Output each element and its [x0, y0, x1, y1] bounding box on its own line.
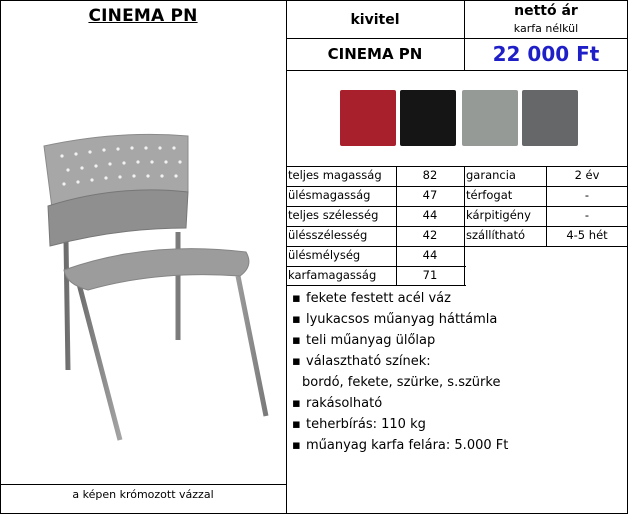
dim-label: teljes szélesség [288, 208, 379, 222]
bullet-icon: ▪ [292, 417, 301, 432]
dim-value: 71 [422, 268, 438, 282]
color-swatch-sotetszurke [522, 90, 578, 146]
feature-item: ▪ teherbírás: 110 kg [292, 414, 622, 435]
spec-label: szállítható [466, 228, 526, 242]
spec-value: 2 év [574, 168, 600, 182]
bullet-icon: ▪ [292, 438, 301, 453]
dimensions-table [286, 166, 466, 286]
feature-item: ▪ lyukacsos műanyag háttámla [292, 309, 622, 330]
model-name: CINEMA PN [327, 45, 423, 63]
dim-value: 44 [422, 208, 438, 222]
spec-label: térfogat [466, 188, 513, 202]
dim-label: ülésmélység [288, 248, 361, 262]
feature-item-colors: bordó, fekete, szürke, s.szürke [302, 375, 501, 390]
image-caption: a képen krómozott vázzal [72, 488, 214, 501]
dim-value: 82 [422, 168, 438, 182]
product-title: CINEMA PN [88, 6, 198, 26]
chair-image [28, 120, 278, 460]
feature-item: ▪ fekete festett acél váz [292, 288, 622, 309]
spec-value: - [584, 208, 590, 222]
color-swatch-fekete [400, 90, 456, 146]
feature-item: ▪ műanyag karfa felára: 5.000 Ft [292, 435, 622, 456]
header-kivitel: kivitel [350, 12, 400, 28]
spec-value: 4-5 hét [566, 228, 608, 242]
spec-label: garancia [466, 168, 516, 182]
model-price: 22 000 Ft [492, 42, 600, 66]
feature-item: ▪ rakásolható [292, 393, 622, 414]
bullet-icon: ▪ [292, 291, 301, 306]
divider-model-row [286, 70, 628, 71]
divider-caption [0, 484, 286, 485]
dim-value: 47 [422, 188, 438, 202]
dim-label: karfamagasság [288, 268, 377, 282]
dim-value: 44 [422, 248, 438, 262]
feature-item: ▪ teli műanyag ülőlap [292, 330, 622, 351]
feature-item: ▪ választható színek: [292, 351, 622, 372]
bullet-icon: ▪ [292, 333, 301, 348]
dim-label: ülésmagasság [288, 188, 371, 202]
divider-header-row [286, 38, 628, 39]
spec-value: - [584, 188, 590, 202]
color-swatch-bordo [340, 90, 396, 146]
dim-value: 42 [422, 228, 438, 242]
dim-label: ülésszélesség [288, 228, 368, 242]
dim-label: teljes magasság [288, 168, 382, 182]
feature-list [292, 288, 622, 456]
specs-table [464, 166, 628, 246]
header-price-label: nettó ár [514, 3, 578, 19]
bullet-icon: ▪ [292, 396, 301, 411]
bullet-icon: ▪ [292, 354, 301, 369]
header-armrest-note: karfa nélkül [513, 22, 579, 35]
spec-label: kárpitigény [466, 208, 531, 222]
bullet-icon: ▪ [292, 312, 301, 327]
color-swatch-szurke [462, 90, 518, 146]
